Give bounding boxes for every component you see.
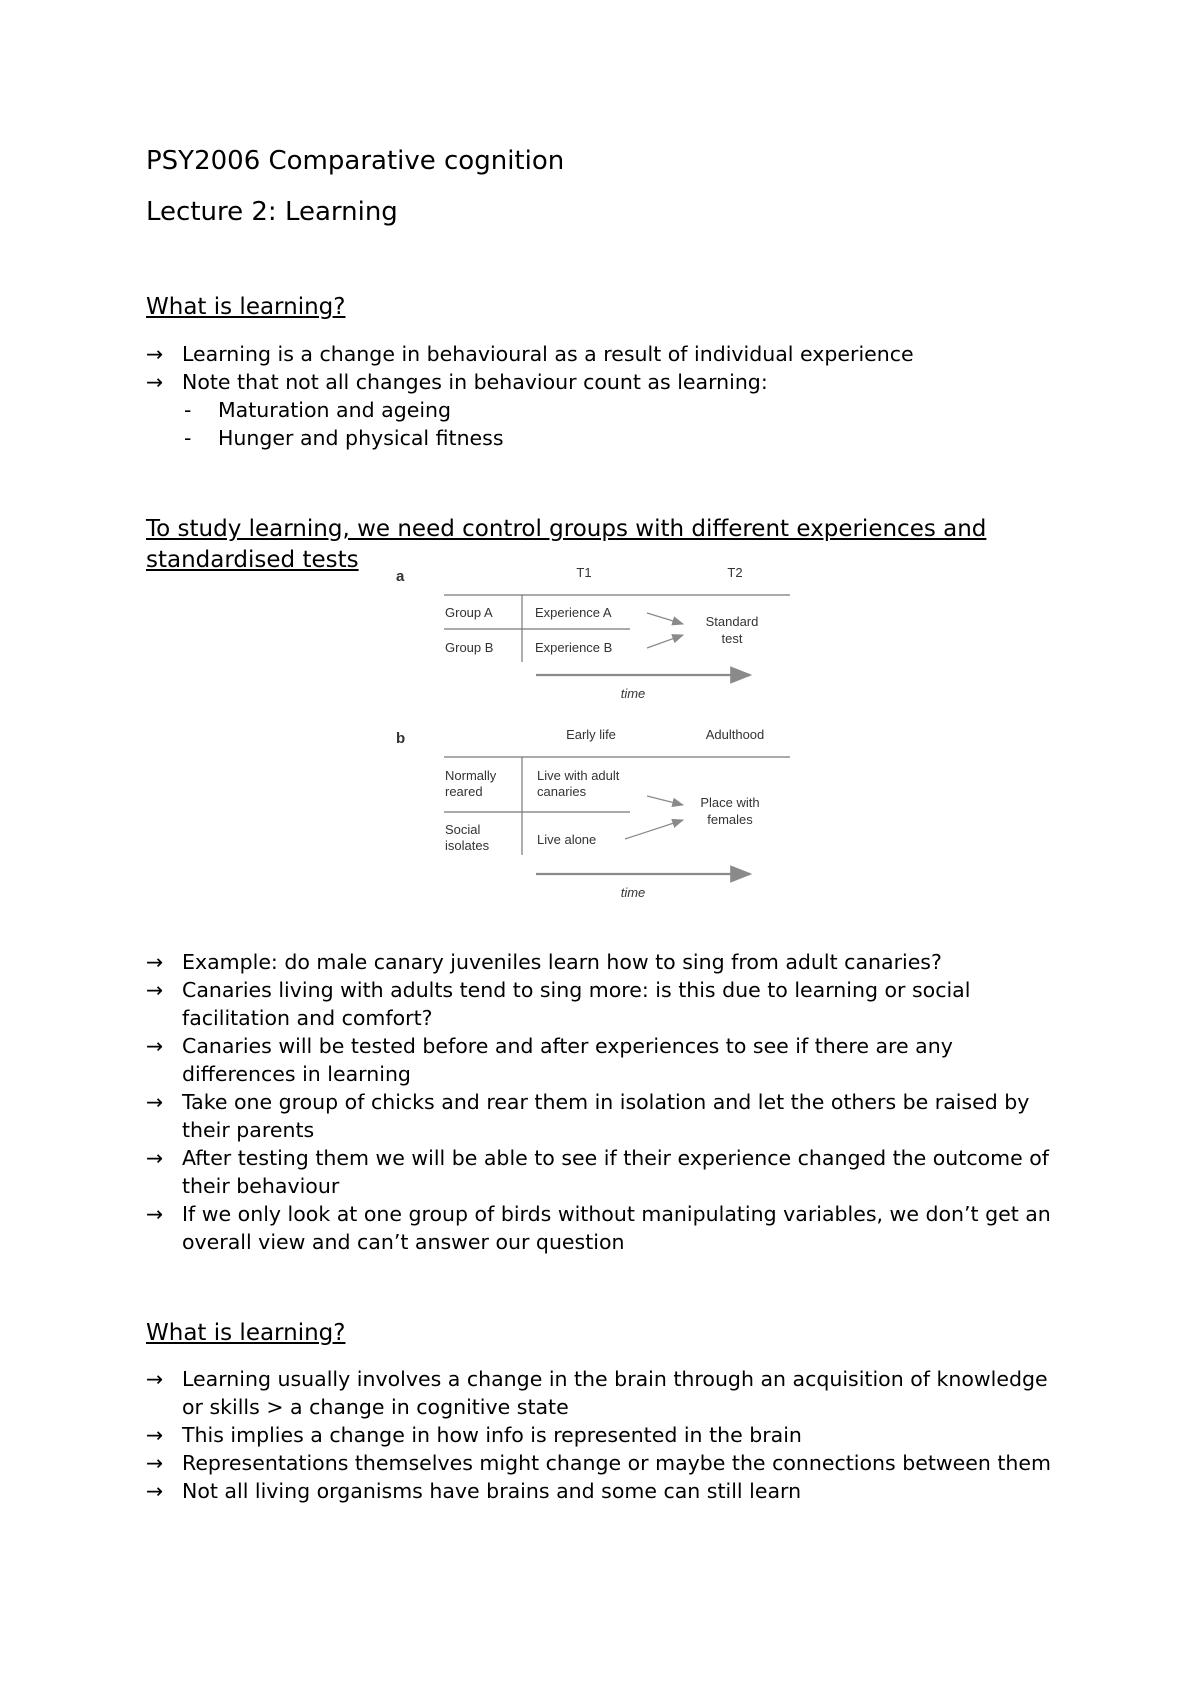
list-item [146, 1032, 1066, 1088]
panel-b-time-label: time [620, 885, 646, 900]
panel-a-outcome-line1: Standard [705, 614, 759, 629]
arrow-bullet: → [146, 1034, 164, 1058]
list-item [146, 976, 1066, 1032]
panel-b-row2-group-line1: Social [445, 822, 481, 837]
list-item-text: Not all living organisms have brains and some can still learn [182, 1479, 802, 1503]
dash-bullet: - [184, 426, 192, 450]
list-item [146, 948, 1066, 976]
panel-a-label: a [396, 568, 405, 585]
list-item [146, 1088, 1066, 1144]
list-item [146, 1200, 1066, 1256]
list-item-text: This implies a change in how info is represented in the brain [182, 1423, 802, 1447]
course-title: PSY2006 Comparative cognition [146, 146, 565, 176]
list-item-text: Hunger and physical fitness [218, 426, 504, 450]
arrow-bullet: → [146, 950, 164, 974]
section2-list [146, 948, 1066, 1256]
list-item-text: Representations themselves might change or maybe the connections between them [182, 1451, 1051, 1475]
arrow-bullet: → [146, 1367, 164, 1391]
list-item-text: If we only look at one group of birds without manipulating variables, we don’t get an overall view and can’t answer our question [182, 1202, 1051, 1254]
panel-b-arrow-b [625, 820, 683, 839]
panel-b-row2-group-line2: isolates [445, 838, 490, 853]
panel-b-arrow-a [647, 796, 683, 805]
list-item [146, 1421, 1066, 1449]
arrow-bullet: → [146, 1146, 164, 1170]
section3-list [146, 1365, 1066, 1505]
list-item-text: Canaries will be tested before and after experiences to see if there are any differences in learning [182, 1034, 953, 1086]
panel-a-arrow-a [647, 613, 683, 624]
list-item [146, 340, 1066, 368]
list-item-text: Canaries living with adults tend to sing more: is this due to learning or social facilitation and comfort? [182, 978, 971, 1030]
section1-list [146, 340, 1066, 452]
arrow-bullet: → [146, 1202, 164, 1226]
arrow-bullet: → [146, 370, 164, 394]
panel-b-col2: Adulthood [705, 727, 765, 742]
panel-b-row2-experience: Live alone [537, 832, 597, 847]
arrow-bullet: → [146, 342, 164, 366]
arrow-bullet: → [146, 1479, 164, 1503]
panel-b-row1-group-line1: Normally [445, 768, 497, 783]
list-item [146, 1477, 1066, 1505]
list-item [146, 1144, 1066, 1200]
panel-b-label: b [396, 730, 406, 747]
section-heading-what-is-learning: What is learning? [146, 294, 346, 320]
panel-a-row2-experience: Experience B [535, 640, 613, 655]
panel-b-row1-exp-line2: canaries [537, 784, 587, 799]
panel-a-col2: T2 [727, 565, 743, 580]
panel-b-outcome-line2: females [707, 812, 753, 827]
panel-a-arrow-b [647, 635, 683, 648]
panel-a-row2-group: Group B [445, 640, 494, 655]
panel-b-row1-exp-line1: Live with adult [537, 768, 620, 783]
panel-a-row1-group: Group A [445, 605, 493, 620]
list-item [146, 1449, 1066, 1477]
list-subitem [146, 396, 1066, 424]
list-subitem [146, 424, 1066, 452]
panel-a-time-label: time [620, 686, 646, 701]
arrow-bullet: → [146, 1423, 164, 1447]
experimental-design-figure [380, 555, 800, 905]
list-item-text: Maturation and ageing [218, 398, 452, 422]
arrow-bullet: → [146, 1451, 164, 1475]
panel-a-outcome-line2: test [721, 631, 743, 646]
panel-b-row1-group-line2: reared [445, 784, 483, 799]
list-item [146, 1365, 1066, 1421]
list-item-text: Example: do male canary juveniles learn how to sing from adult canaries? [182, 950, 942, 974]
list-item-text: Learning is a change in behavioural as a result of individual experience [182, 342, 914, 366]
list-item-text: Learning usually involves a change in the brain through an acquisition of knowledge or skills > a change in cognitive state [182, 1367, 1048, 1419]
panel-b-outcome-line1: Place with [700, 795, 760, 810]
section-heading-what-is-learning-2: What is learning? [146, 1320, 346, 1346]
dash-bullet: - [184, 398, 192, 422]
list-item-text: Take one group of chicks and rear them in isolation and let the others be raised by their parents [182, 1090, 1030, 1142]
lecture-title: Lecture 2: Learning [146, 197, 398, 227]
panel-a-col1: T1 [576, 565, 592, 580]
list-item-text: After testing them we will be able to see if their experience changed the outcome of their behaviour [182, 1146, 1050, 1198]
list-item [146, 368, 1066, 396]
list-item-text: Note that not all changes in behaviour count as learning: [182, 370, 768, 394]
panel-a-row1-experience: Experience A [535, 605, 612, 620]
arrow-bullet: → [146, 1090, 164, 1114]
panel-b-col1: Early life [566, 727, 616, 742]
section-heading-control-groups: To study learning, we need control groups with different experiences and standardised tests [146, 516, 987, 573]
arrow-bullet: → [146, 978, 164, 1002]
